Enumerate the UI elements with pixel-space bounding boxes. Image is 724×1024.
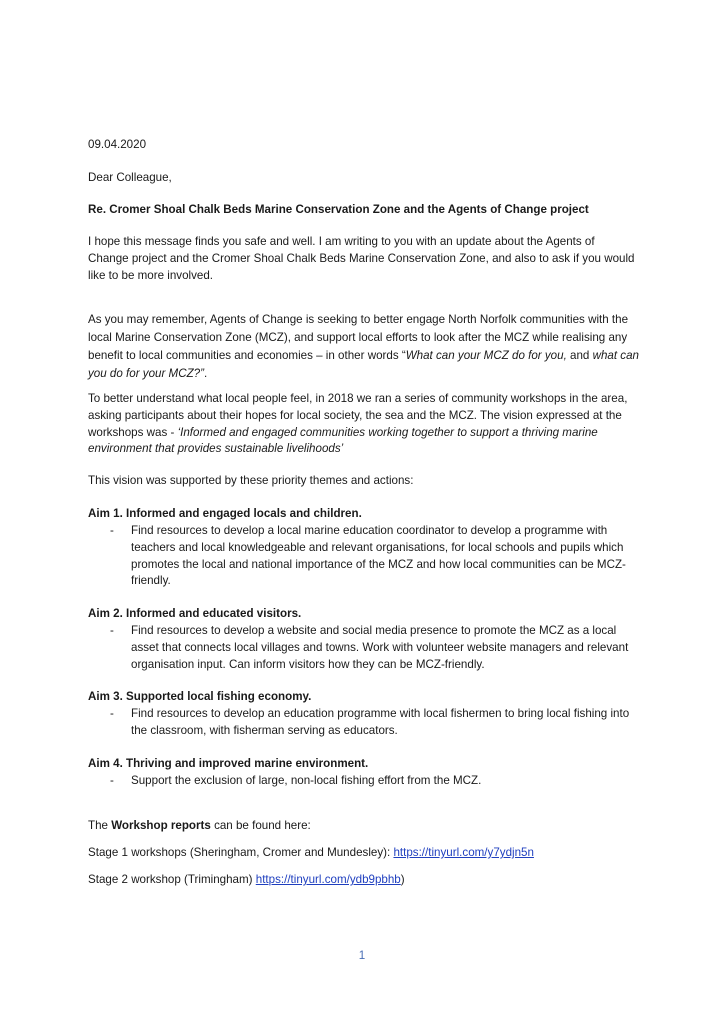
salutation: Dear Colleague,: [88, 171, 172, 184]
intro-paragraph: I hope this message finds you safe and well. I am writing to you with an update about the Agents of Change project and the Cromer Shoal Chalk Beds Marine Conservation Zone, and also to ask if you would like to be more involved.: [88, 235, 635, 282]
aim-4-text: Support the exclusion of large, non-local fishing effort from the MCZ.: [131, 774, 482, 787]
question-end: .: [203, 367, 208, 380]
themes-intro: This vision was supported by these priority themes and actions:: [88, 474, 414, 487]
stage1-label: Stage 1 workshops (Sheringham, Cromer and Mundesley):: [88, 846, 394, 859]
page-number: 1: [358, 949, 366, 962]
vision-paragraph: [88, 391, 638, 458]
stage1-link[interactable]: https://tinyurl.com/y7ydjn5n: [393, 846, 534, 859]
reports-line: [88, 818, 643, 835]
stage1-line: [88, 845, 643, 862]
vision-intro: To better understand what local people feel, in 2018 we ran a series of community workshops in the area, asking participants about their hopes for local society, the sea and the MCZ. The vision expressed at the workshops was -: [88, 392, 628, 439]
bullet-dash: -: [110, 524, 114, 537]
aim-2-text: Find resources to develop a website and social media presence to promote the MCZ as a local asset that connects local villages and towns. Work with volunteer website managers and relevant organisation input. Can inform visitors how they can be MCZ-friendly.: [131, 624, 629, 671]
stage2-label: Stage 2 workshop (Trimingham): [88, 873, 256, 886]
stage2-link[interactable]: https://tinyurl.com/ydb9pbhb: [255, 873, 401, 886]
aim-1-text: Find resources to develop a local marine education coordinator to develop a programme with teachers and local knowledgeable and relevant organisations, for local schools and pupils which promotes the local and national importance of the MCZ and how local communities can be MCZ-friendly.: [131, 524, 626, 588]
bullet-dash: -: [110, 707, 114, 720]
bullet-dash: -: [110, 624, 114, 637]
stage2-line: [88, 872, 643, 889]
aim-1-title: Aim 1. Informed and engaged locals and children.: [88, 507, 362, 520]
reports-post: can be found here:: [210, 819, 311, 832]
subject-line: Re. Cromer Shoal Chalk Beds Marine Conservation Zone and the Agents of Change project: [88, 203, 589, 216]
question-joiner: and: [566, 349, 593, 362]
background-text: As you may remember, Agents of Change is seeking to better engage North Norfolk communities with the local Marine Conservation Zone (MCZ), and support local efforts to look after the MCZ while realising any benefit to local communities and economies – in other words “: [88, 313, 629, 362]
stage2-after: ): [400, 873, 405, 886]
question-two: what can you do for your MCZ?”: [88, 349, 639, 380]
aim-3-title: Aim 3. Supported local fishing economy.: [88, 690, 312, 703]
aim-2-title: Aim 2. Informed and educated visitors.: [88, 607, 302, 620]
vision-statement: ‘Informed and engaged communities working together to support a thriving marine environment that provides sustainable livelihoods’: [88, 425, 598, 456]
aim-4-title: Aim 4. Thriving and improved marine environment.: [88, 757, 369, 770]
letter-date: 09.04.2020: [88, 138, 147, 151]
bullet-dash: -: [110, 774, 114, 787]
aim-3-text: Find resources to develop an education programme with local fishermen to bring local fishing into the classroom, with fisherman serving as educators.: [131, 707, 630, 737]
background-paragraph: [88, 311, 640, 383]
reports-pre: The: [88, 819, 112, 832]
reports-bold: Workshop reports: [111, 819, 211, 832]
question-one: What can your MCZ do for you,: [405, 349, 567, 362]
